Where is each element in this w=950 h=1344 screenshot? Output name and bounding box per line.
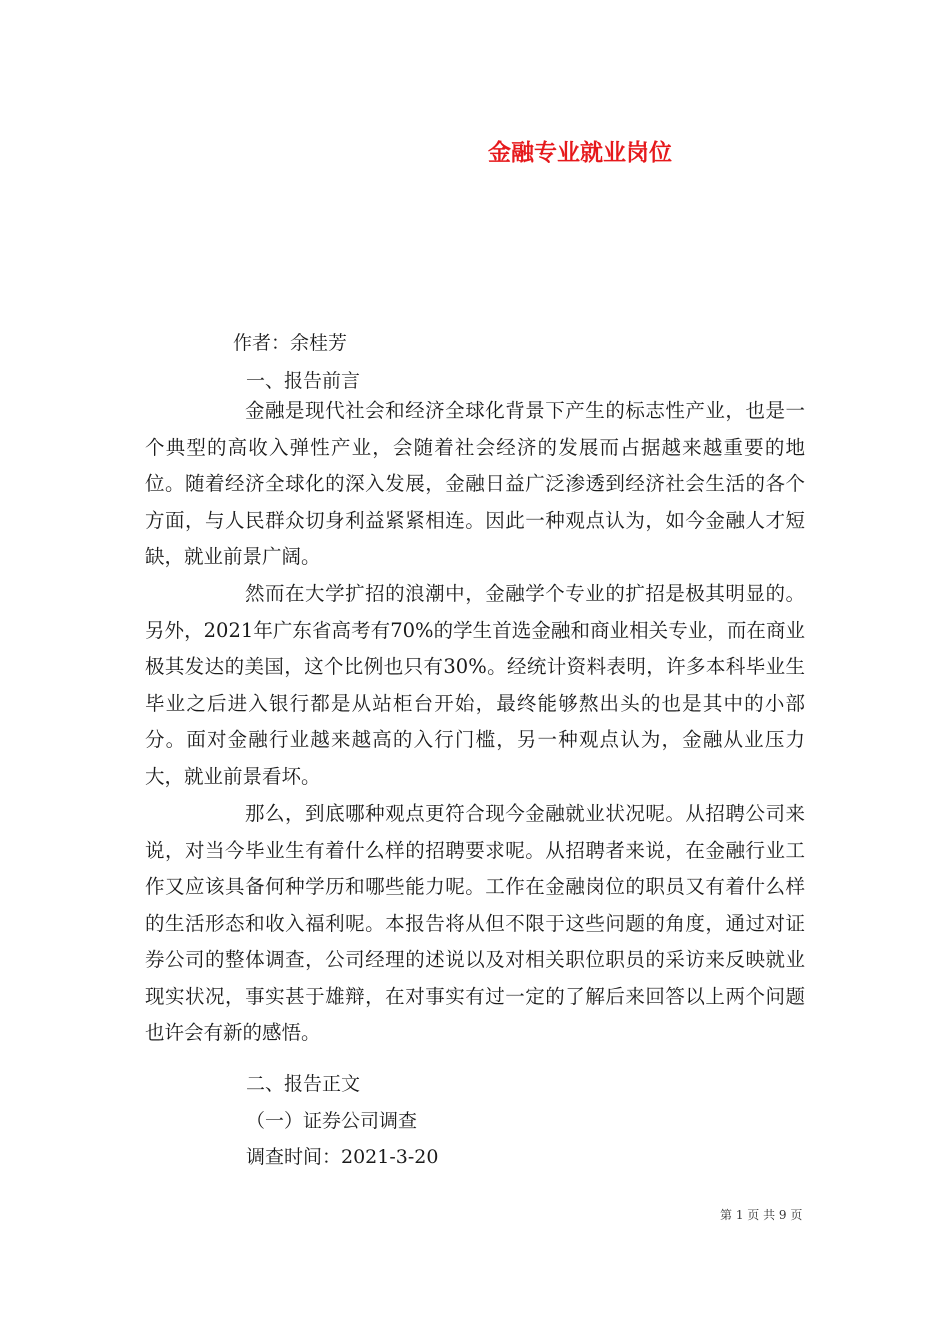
subsection-heading: （一）证券公司调查 [246, 1110, 418, 1132]
document-title: 金融专业就业岗位 [488, 139, 672, 166]
survey-time: 调查时间：2021-3-20 [246, 1146, 439, 1168]
paragraph-1: 金融是现代社会和经济全球化背景下产生的标志性产业，也是一个典型的高收入弹性产业，会随着社会经济的发展而占据越来越重要的地位。随着经济全球化的深入发展，金融日益广泛渗透到经济社会生活的各个方面，与人民群众切身利益紧紧相连。因此一种观点认为，如今金融人才短缺，就业前景广阔。 [145, 399, 805, 568]
author-line: 作者：余桂芳 [233, 332, 348, 354]
paragraph-2: 然而在大学扩招的浪潮中，金融学个专业的扩招是极其明显的。另外，2021年广东省高考有70%的学生首选金融和商业相关专业，而在商业极其发达的美国，这个比例也只有30%。经统计资料表明，许多本科毕业生毕业之后进入银行都是从站柜台开始，最终能够熬出头的也是其中的小部分。面对金融行业越来越高的入行门槛，另一种观点认为，金融从业压力大，就业前景看坏。 [145, 582, 805, 788]
paragraph-3: 那么，到底哪种观点更符合现今金融就业状况呢。从招聘公司来说，对当今毕业生有着什么样的招聘要求呢。从招聘者来说，在金融行业工作又应该具备何种学历和哪些能力呢。工作在金融岗位的职员又有着什么样的生活形态和收入福利呢。本报告将从但不限于这些问题的角度，通过对证券公司的整体调查，公司经理的述说以及对相关职位职员的采访来反映就业现实状况，事实甚于雄辩，在对事实有过一定的了解后来回答以上两个问题也许会有新的感悟。 [145, 802, 805, 1044]
section-heading-body: 二、报告正文 [246, 1073, 361, 1095]
page-number: 第 1 页 共 9 页 [720, 1208, 803, 1222]
section-heading-preface: 一、报告前言 [246, 370, 361, 392]
